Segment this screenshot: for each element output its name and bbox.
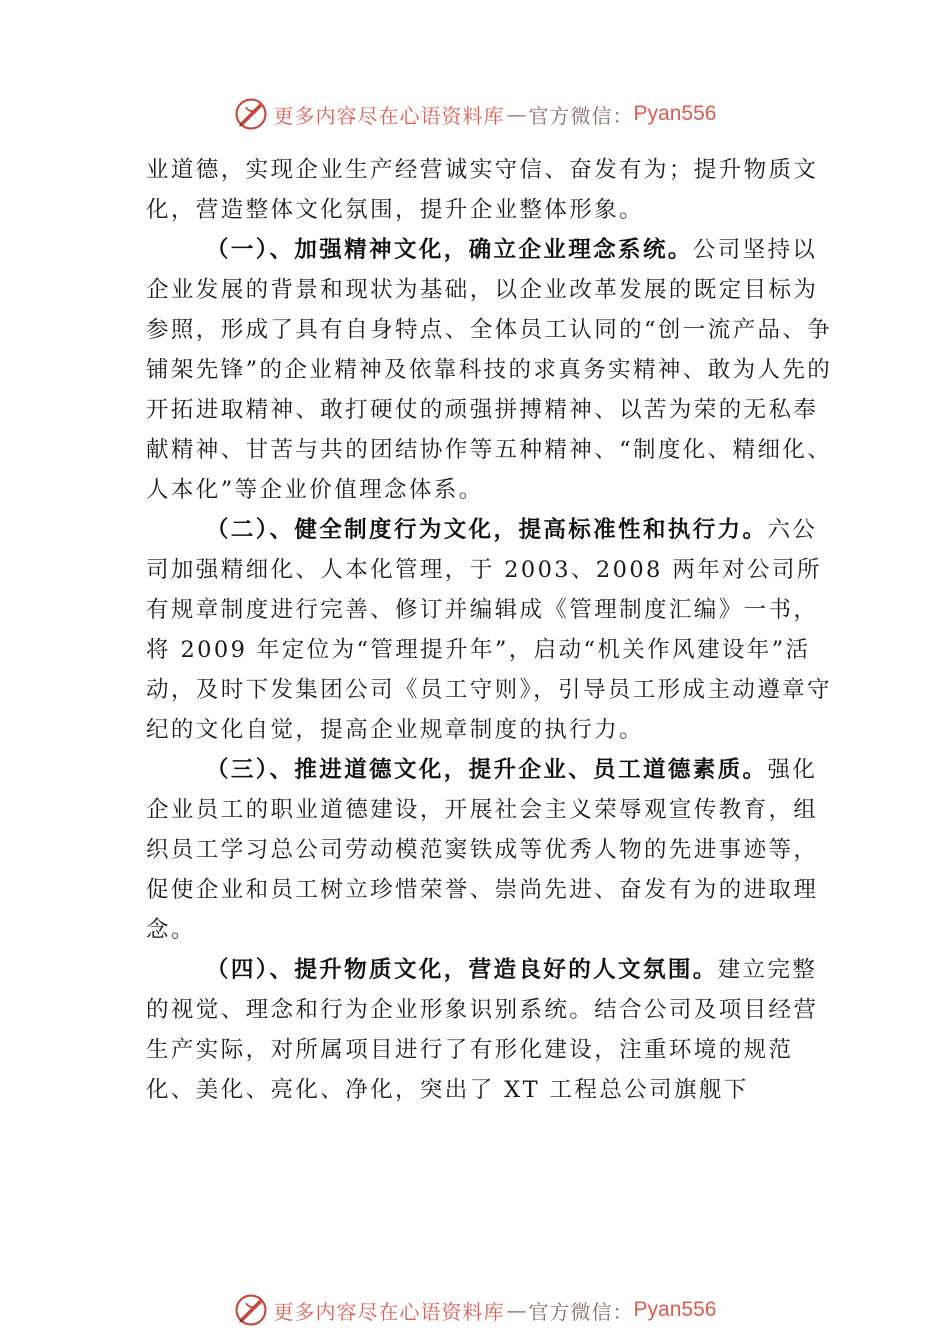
watermark-wechat-id: Pyan556 [633,1298,717,1321]
watermark-text: 更多内容尽在心语资料库 [273,1299,505,1324]
paragraph-heading: （三）、推进道德文化，提升企业、员工道德素质。 [206,757,768,783]
document-body [146,150,836,1110]
watermark-dash: — [506,1298,527,1322]
watermark-dash: — [506,102,527,126]
paragraph-text: 公司坚持以企业发展的背景和现状为基础，以企业改革发展的既定目标为参照，形成了具有自身特点、全体员工认同的“创一流产品、争铺架先锋”的企业精神及依靠科技的求真务实精神、敢为人先的开拓进取精神、敢打硬仗的顽强拼搏精神、以苦为荣的无私奉献精神、甘苦与共的团结协作等五种精神、“制度化、精细化、人本化”等企业价值理念体系。 [146,237,833,503]
pen-seal-icon [234,1293,268,1327]
paragraph-3 [146,750,836,950]
paragraph-text: 强化企业员工的职业道德建设，开展社会主义荣辱观宣传教育，组织员工学习总公司劳动模范窦铁成等优秀人物的先进事迹等，促使企业和员工树立珍惜荣誉、崇尚先进、奋发有为的进取理念。 [146,757,819,943]
paragraph-heading: （一）、加强精神文化，确立企业理念系统。 [206,237,693,263]
paragraph-text: 业道德，实现企业生产经营诚实守信、奋发有为；提升物质文化，营造整体文化氛围，提升企业整体形象。 [146,157,819,223]
paragraph-4 [146,950,836,1110]
watermark-official-label: 官方微信： [528,1299,634,1324]
paragraph-text: 六公司加强精细化、人本化管理，于 2003、2008 两年对公司所有规章制度进行完善、修订并编辑成《管理制度汇编》一书，将 2009 年定位为“管理提升年”，启动“机关作风建设年”活动，及时下发集团公司《员工守则》，引导员工形成主动遵章守纪的文化自觉，提高企业规章制度的执行力。 [146,517,832,743]
watermark-wechat-id: Pyan556 [633,102,717,125]
paragraph-0 [146,150,836,230]
footer-watermark [0,1290,950,1330]
paragraph-1 [146,230,836,510]
watermark-official-label: 官方微信： [528,103,634,128]
pen-seal-icon [234,97,268,131]
paragraph-heading: （二）、健全制度行为文化，提高标准性和执行力。 [206,517,768,543]
paragraph-2 [146,510,836,750]
header-watermark [0,94,950,134]
paragraph-text: 建立完整的视觉、理念和行为企业形象识别系统。结合公司及项目经营生产实际，对所属项目进行了有形化建设，注重环境的规范化、美化、亮化、净化，突出了 XT 工程总公司旗舰下 [146,957,819,1103]
watermark-text: 更多内容尽在心语资料库 [273,103,505,128]
paragraph-heading: （四）、提升物质文化，营造良好的人文氛围。 [206,957,718,983]
